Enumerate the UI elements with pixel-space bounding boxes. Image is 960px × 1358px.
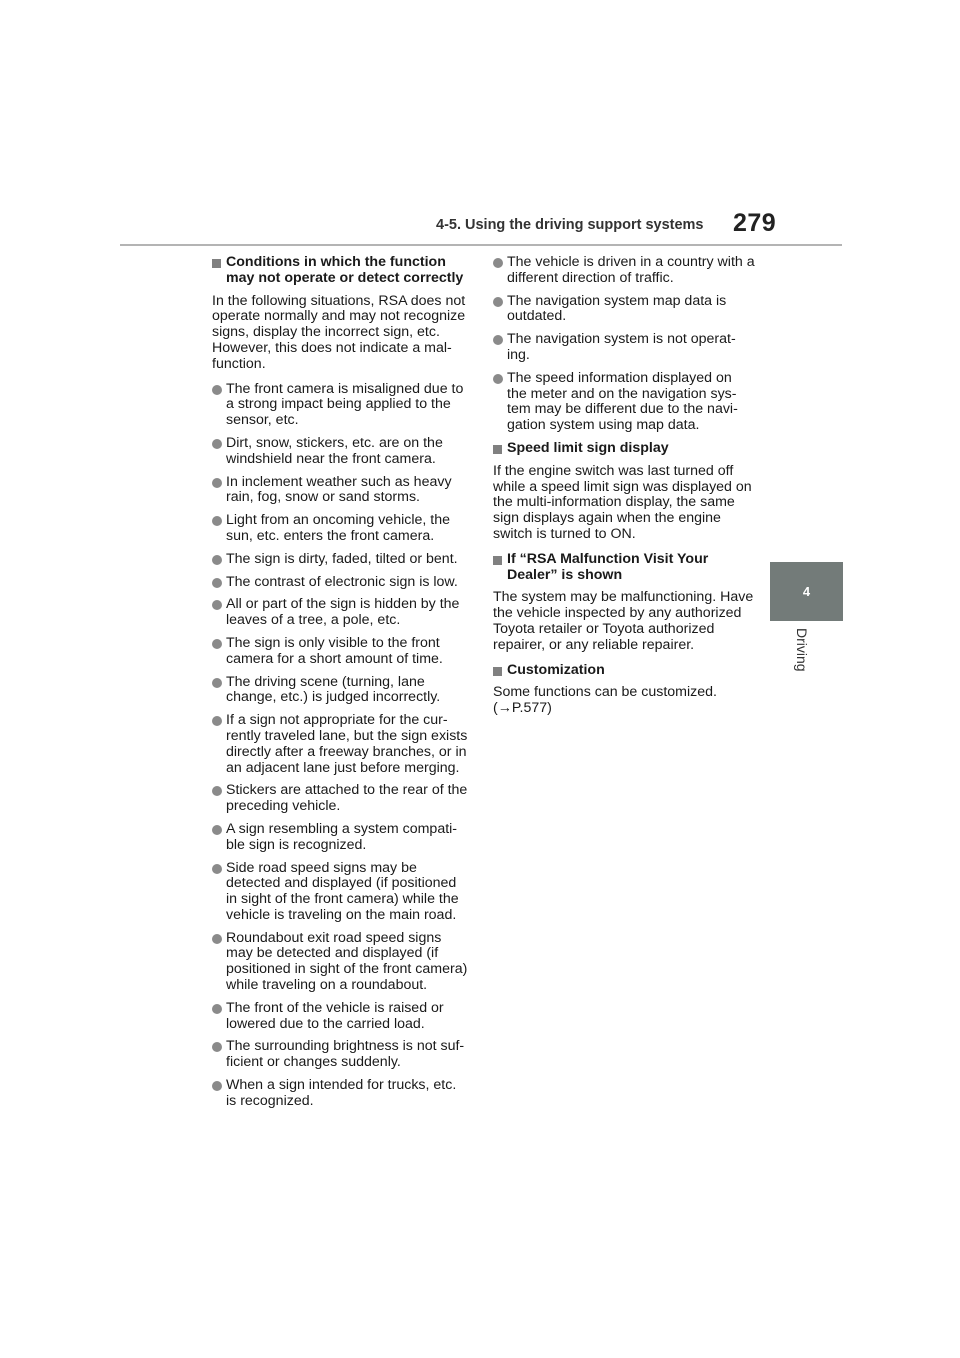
list-item — [493, 371, 755, 434]
square-bullet-icon — [493, 667, 502, 676]
list-item — [212, 1078, 470, 1110]
circle-bullet-icon — [212, 439, 222, 449]
list-item — [212, 475, 470, 507]
malfunction-text: The system may be malfunctioning. Have the vehicle inspected by any authorized Toyota retailer or Toyota authorized repairer, or any reliable repairer. — [493, 589, 754, 653]
list-item-text: A sign resembling a system compati-ble sign is recognized. — [226, 820, 458, 853]
list-item-text: The speed information displayed on the meter and on the navigation sys-tem may be different due to the navi-gation system using map data. — [507, 369, 738, 434]
list-item — [212, 575, 470, 591]
list-item-text: Roundabout exit road speed signs may be detected and displayed (if positioned in sight of the front camera) while traveling on a roundabout. — [226, 929, 468, 994]
list-item-text: All or part of the sign is hidden by the leaves of a tree, a pole, etc. — [226, 596, 460, 629]
conditions-list — [212, 382, 470, 1110]
circle-bullet-icon — [212, 864, 222, 874]
circle-bullet-icon — [212, 825, 222, 835]
circle-bullet-icon — [212, 934, 222, 944]
list-item — [212, 1001, 470, 1033]
list-item — [212, 822, 470, 854]
list-item — [212, 783, 470, 815]
circle-bullet-icon — [493, 374, 503, 384]
speed-limit-heading: Speed limit sign display — [493, 441, 755, 457]
customization-heading: Customization — [493, 663, 755, 679]
circle-bullet-icon — [493, 258, 503, 268]
circle-bullet-icon — [212, 600, 222, 610]
list-item — [212, 861, 470, 924]
list-item — [212, 713, 470, 776]
speed-limit-text: If the engine switch was last turned off while a speed limit sign was displayed on the multi-information display, the same sign displays again when the engine switch is turned to ON. — [493, 462, 752, 542]
circle-bullet-icon — [212, 678, 222, 688]
list-item-text: When a sign intended for trucks, etc. is recognized. — [226, 1077, 457, 1109]
chapter-tab: 4 — [770, 562, 843, 621]
list-item — [212, 931, 470, 994]
circle-bullet-icon — [493, 335, 503, 345]
square-bullet-icon — [212, 259, 221, 268]
list-item-text: The navigation system map data is outdated. — [507, 292, 727, 325]
left-column — [212, 255, 470, 1117]
list-item — [212, 1039, 470, 1071]
list-item-text: The contrast of electronic sign is low. — [226, 573, 458, 590]
list-item-text: Light from an oncoming vehicle, the sun, etc. enters the front camera. — [226, 512, 450, 544]
list-item — [212, 675, 470, 707]
conditions-list-continued — [493, 255, 755, 434]
chapter-label: Driving — [794, 628, 810, 672]
header-divider — [120, 244, 842, 246]
list-item-text: The sign is dirty, faded, tilted or bent. — [226, 550, 458, 567]
list-item-text: Dirt, snow, stickers, etc. are on the windshield near the front camera. — [226, 434, 443, 467]
conditions-intro: In the following situations, RSA does not operate normally and may not recognize signs, display the incorrect sign, etc. However, this does not indicate a mal-function. — [212, 292, 466, 372]
circle-bullet-icon — [212, 578, 222, 588]
list-item-text: In inclement weather such as heavy rain, fog, snow or sand storms. — [226, 473, 452, 506]
circle-bullet-icon — [212, 716, 222, 726]
list-item — [493, 255, 755, 287]
list-item-text: The driving scene (turning, lane change, etc.) is judged incorrectly. — [226, 673, 441, 706]
list-item-text: The front camera is misaligned due to a strong impact being applied to the sensor, etc. — [226, 380, 464, 429]
circle-bullet-icon — [212, 1042, 222, 1052]
list-item-text: The navigation system is not operat-ing. — [507, 331, 736, 363]
circle-bullet-icon — [493, 297, 503, 307]
list-item — [212, 597, 470, 629]
circle-bullet-icon — [212, 385, 222, 395]
list-item-text: If a sign not appropriate for the cur-rently traveled lane, but the sign exists directly after a freeway branches, or in an adjacent lane just before merging. — [226, 712, 468, 776]
list-item-text: The vehicle is driven in a country with a different direction of traffic. — [507, 254, 755, 286]
list-item — [493, 294, 755, 326]
list-item — [212, 382, 470, 429]
malfunction-heading: If “RSA Malfunction Visit Your Dealer” is shown — [493, 552, 755, 584]
list-item-text: Side road speed signs may be detected and displayed (if positioned in sight of the front camera) while the vehicle is traveling on the main road. — [226, 859, 459, 923]
list-item-text: Stickers are attached to the rear of the preceding vehicle. — [226, 782, 468, 815]
square-bullet-icon — [493, 556, 502, 565]
right-column — [493, 255, 755, 726]
list-item — [493, 332, 755, 364]
circle-bullet-icon — [212, 786, 222, 796]
circle-bullet-icon — [212, 639, 222, 649]
circle-bullet-icon — [212, 1004, 222, 1014]
circle-bullet-icon — [212, 478, 222, 488]
circle-bullet-icon — [212, 555, 222, 565]
square-bullet-icon — [493, 445, 502, 454]
circle-bullet-icon — [212, 1081, 222, 1091]
list-item — [212, 636, 470, 668]
list-item — [212, 436, 470, 468]
list-item-text: The front of the vehicle is raised or lowered due to the carried load. — [226, 999, 444, 1032]
list-item-text: The sign is only visible to the front camera for a short amount of time. — [226, 634, 443, 667]
list-item — [212, 513, 470, 545]
customization-text: Some functions can be customized. (→P.577) — [493, 684, 717, 717]
list-item-text: The surrounding brightness is not suf-ficient or changes suddenly. — [226, 1038, 465, 1071]
circle-bullet-icon — [212, 516, 222, 526]
page-number: 279 — [733, 209, 777, 237]
conditions-heading: Conditions in which the function may not operate or detect correctly — [212, 255, 470, 287]
list-item — [212, 552, 470, 568]
section-title: 4-5. Using the driving support systems — [436, 217, 704, 233]
